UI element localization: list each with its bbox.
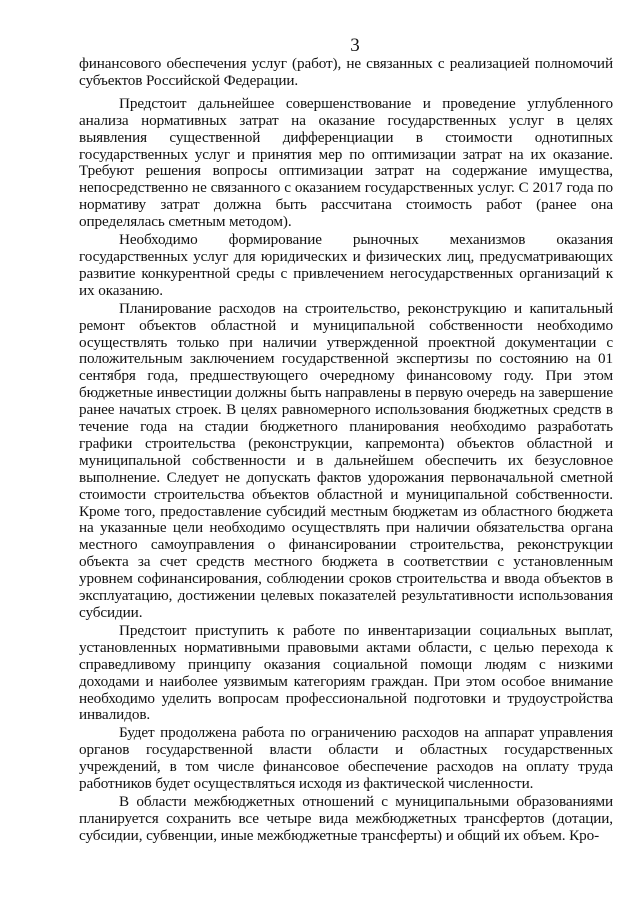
paragraph-administrative-expenses: Будет продолжена работа по ограничению расходов на аппарат управления органов государственной власти области и областных государственных учреждений, в том числе финансовое обеспечение расходов на оплату труда работников будет осуществляться исходя из фактической численности.	[79, 724, 613, 793]
paragraph-continuation: финансового обеспечения услуг (работ), не связанных с реализацией полномочий субъектов Российской Федерации.	[79, 55, 613, 89]
page-number: 3	[350, 35, 360, 56]
paragraph-social-payments: Предстоит приступить к работе по инвентаризации социальных выплат, установленных нормативными правовыми актами области, с целью перехода к справедливому принципу оказания социальной помощи людям с низкими доходами и наиболее уязвимым категориям граждан. При этом особое внимание необходимо уделить вопросам профессиональной подготовки и трудоустройства инвалидов.	[79, 621, 613, 724]
paragraph-interbudget-relations: В области межбюджетных отношений с муниципальными образованиями планируется сохранить все четыре вида межбюджетных трансфертов (дотации, субсидии, субвенции, иные межбюджетные трансферты) и общий их объем. Кро-	[79, 792, 613, 844]
paragraph-normative-costs: Предстоит дальнейшее совершенствование и проведение углубленного анализа нормативных затрат на оказание государственных услуг в целях выявления существенной дифференциации в стоимости однотипных государственных услуг и принятия мер по оптимизации затрат на их оказание. Требуют решения вопросы оптимизации затрат на содержание имущества, непосредственно не связанного с оказанием государственных услуг. С 2017 года по нормативу затрат должна быть рассчитана стоимость работ (ранее она определялась сметным методом).	[79, 94, 613, 231]
paragraph-market-mechanisms: Необходимо формирование рыночных механизмов оказания государственных услуг для юридических и физических лиц, предусматривающих развитие конкурентной среды с привлечением негосударственных организаций к их оказанию.	[79, 231, 613, 299]
document-body	[79, 56, 613, 846]
paragraph-construction-planning: Планирование расходов на строительство, реконструкцию и капитальный ремонт объектов областной и муниципальной собственности необходимо осуществлять только при наличии утвержденной проектной документации с положительным заключением государственной экспертизы по состоянию на 01 сентября года, предшествующего очередному финансовому году. При этом бюджетные инвестиции должны быть направлены в первую очередь на завершение ранее начатых строек. В целях равномерного использования бюджетных средств в течение года на стадии бюджетного планирования необходимо разработать графики строительства (реконструкции, капремонта) объектов областной и муниципальной собственности и в дальнейшем обеспечить их безусловное выполнение. Следует не допускать фактов удорожания первоначальной сметной стоимости строительства объектов областной и муниципальной собственности. Кроме того, предоставление субсидий местным бюджетам из областного бюджета на указанные цели необходимо осуществлять при наличии обязательства органа местного самоуправления о финансировании строительства, реконструкции объекта за счет средств местного бюджета в соответствии с установленным уровнем софинансирования, соблюдении сроков строительства и ввода объектов в эксплуатацию, достижении целевых показателей результативности использования субсидии.	[79, 299, 613, 621]
